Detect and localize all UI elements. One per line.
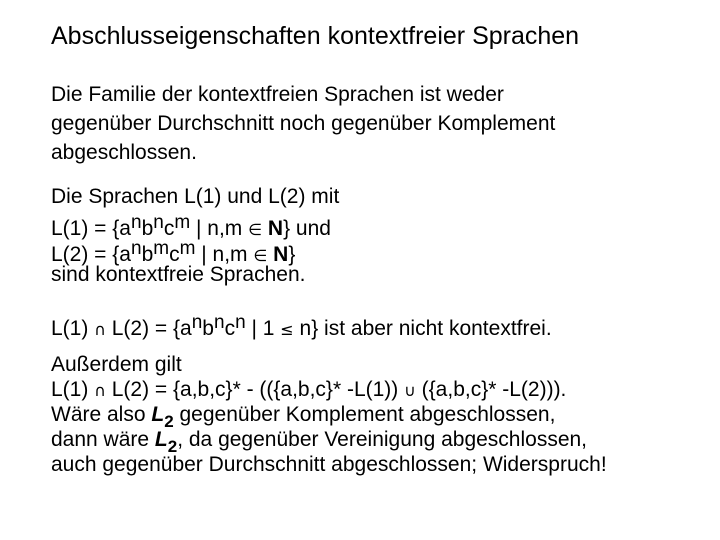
intersection-mid: L(2) = {a xyxy=(105,317,192,340)
intro-line-1: Die Familie der kontextfreien Sprachen ist weder xyxy=(51,83,504,106)
intersection-prefix: L(1) xyxy=(51,317,95,340)
intersection-suffix: n} ist aber nicht kontextfrei. xyxy=(293,317,552,340)
intro-paragraph xyxy=(51,80,555,167)
intersection-line xyxy=(51,308,552,340)
intersection-paragraph xyxy=(51,308,552,340)
conclusion-line-5: auch gegenüber Durchschnitt abgeschlossen; Widerspruch! xyxy=(51,453,607,476)
l1-exp-2: n xyxy=(153,212,164,233)
l2-exp-2: m xyxy=(153,238,170,259)
l1-exp-3: m xyxy=(174,212,191,233)
l2-condition: | n,m xyxy=(195,243,254,266)
l1-condition: | n,m xyxy=(190,217,249,240)
conclusion-paragraph xyxy=(51,352,607,477)
naturals-symbol: N xyxy=(273,243,289,266)
conclusion-l3-suffix: gegenüber Komplement abgeschlossen, xyxy=(173,403,556,426)
conclusion-line-2 xyxy=(51,377,607,402)
intersection-symbol: ∩ xyxy=(94,320,106,339)
less-or-equal-symbol: ≤ xyxy=(280,320,294,339)
l2-suffix: } xyxy=(288,243,296,266)
element-of-symbol: ∈ xyxy=(248,220,263,239)
conclusion-l3-prefix: Wäre also xyxy=(51,403,152,426)
intersection-condition: | 1 xyxy=(245,317,281,340)
language-subscript: 2 xyxy=(167,437,178,456)
languages-paragraph xyxy=(51,184,339,288)
conclusion-line-4 xyxy=(51,427,607,456)
l1-prefix: L(1) = {a xyxy=(51,217,131,240)
intersection-symbol: ∩ xyxy=(94,381,106,400)
l2-c: c xyxy=(169,243,180,266)
conclusion-line-3 xyxy=(51,402,607,431)
intersection-exp-2: n xyxy=(213,312,225,333)
union-symbol: ∪ xyxy=(404,381,416,400)
language-l1-definition xyxy=(51,210,339,240)
conclusion-l4-prefix: dann wäre xyxy=(51,428,155,451)
conclusion-l2-prefix: L(1) xyxy=(51,378,95,401)
l2-exp-3: m xyxy=(179,238,196,259)
l2-prefix: L(2) = {a xyxy=(51,243,131,266)
language-symbol-l: L xyxy=(151,403,165,426)
intro-line-2: gegenüber Durchschnitt noch gegenüber Komplement xyxy=(51,112,556,135)
languages-line-4: sind kontextfreie Sprachen. xyxy=(51,263,306,286)
language-symbol-l: L xyxy=(154,428,168,451)
conclusion-l4-suffix: , da gegenüber Vereinigung abgeschlossen, xyxy=(177,428,588,451)
intersection-exp-1: n xyxy=(191,312,203,333)
l2-b: b xyxy=(141,243,154,266)
l1-exp-1: n xyxy=(130,212,142,233)
intersection-exp-3: n xyxy=(235,312,246,333)
intersection-b: b xyxy=(202,317,214,340)
conclusion-l2-mid: L(2) = {a,b,c}* - (({a,b,c}* -L(1)) xyxy=(105,378,405,401)
element-of-symbol: ∈ xyxy=(253,246,268,265)
l1-b: b xyxy=(141,217,154,240)
l1-suffix: } und xyxy=(283,217,331,240)
languages-line-1: Die Sprachen L(1) und L(2) mit xyxy=(51,185,340,208)
slide-title: Abschlusseigenschaften kontextfreier Sprachen xyxy=(51,22,580,50)
naturals-symbol: N xyxy=(267,217,284,240)
l1-c: c xyxy=(163,217,175,240)
l2-exp-1: n xyxy=(130,238,142,259)
intersection-c: c xyxy=(224,317,236,340)
conclusion-line-1: Außerdem gilt xyxy=(51,353,182,376)
language-subscript: 2 xyxy=(164,412,174,431)
intro-line-3: abgeschlossen. xyxy=(51,141,197,164)
conclusion-l2-suffix: ({a,b,c}* -L(2))). xyxy=(415,378,567,401)
